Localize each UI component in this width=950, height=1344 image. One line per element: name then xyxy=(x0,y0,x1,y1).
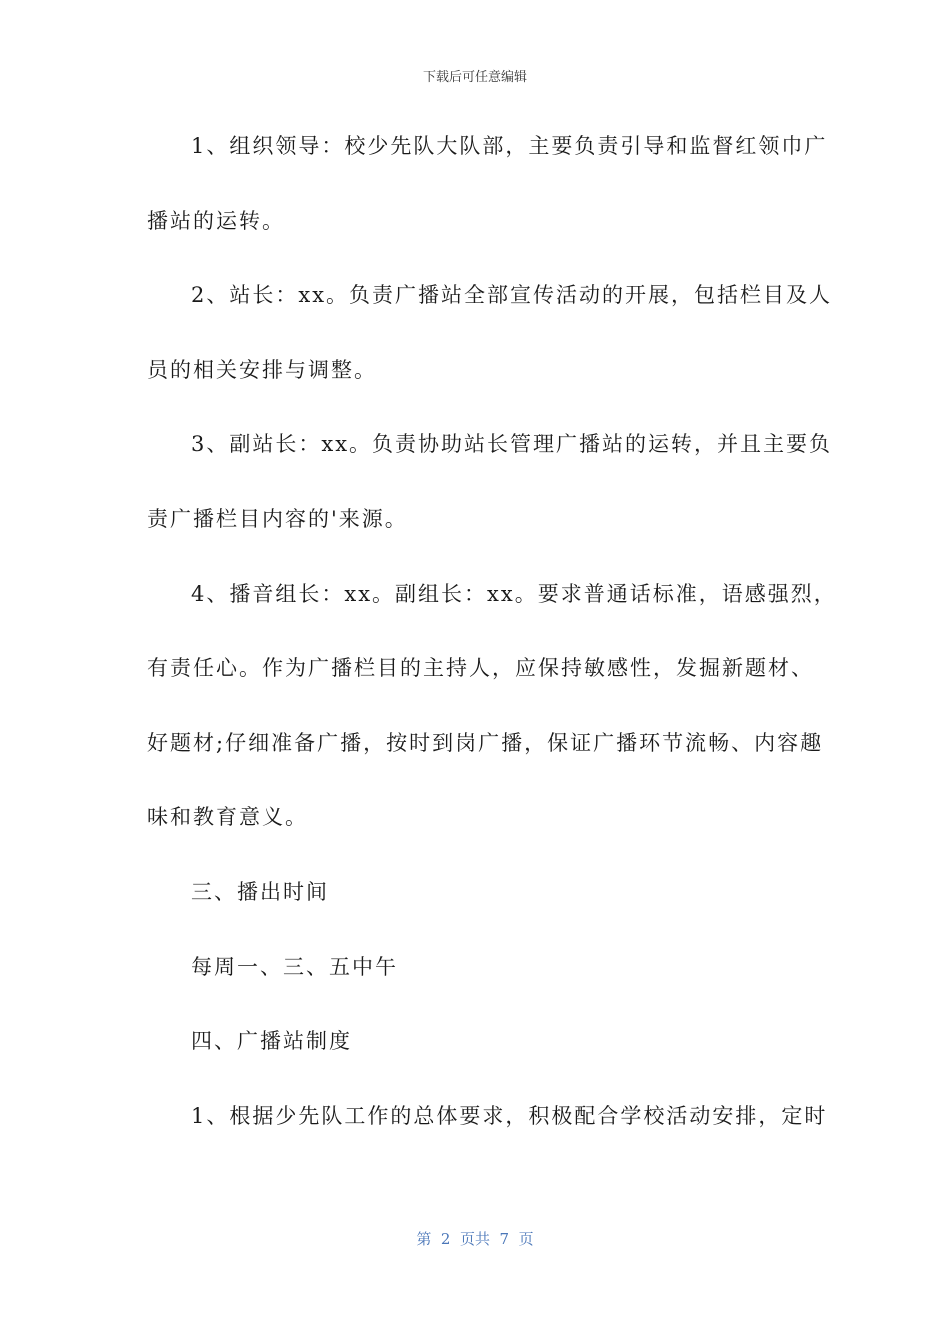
document-body xyxy=(147,120,837,1164)
paragraph-line: 2、站长：xx。负责广播站全部宣传活动的开展，包括栏目及人 xyxy=(191,283,833,308)
paragraph-line: 播站的运转。 xyxy=(147,208,285,233)
paragraph-line: 每周一、三、五中午 xyxy=(191,954,398,979)
paragraph-line: 员的相关安排与调整。 xyxy=(147,357,377,382)
paragraph-line: 3、副站长：xx。负责协助站长管理广播站的运转，并且主要负 xyxy=(191,432,833,457)
paragraph-line: 4、播音组长：xx。副组长：xx。要求普通话标准，语感强烈， xyxy=(191,581,837,606)
section-heading: 三、播出时间 xyxy=(191,879,329,904)
paragraph-line: 1、组织领导：校少先队大队部，主要负责引导和监督红领巾广 xyxy=(191,134,828,158)
page-header: 下载后可任意编辑 xyxy=(422,70,527,85)
paragraph-line: 好题材;仔细准备广播，按时到岗广播，保证广播环节流畅、内容趣 xyxy=(147,730,824,755)
section-heading: 四、广播站制度 xyxy=(191,1029,352,1054)
paragraph-line: 责广播栏目内容的'来源。 xyxy=(147,506,408,531)
paragraph-line: 有责任心。作为广播栏目的主持人，应保持敏感性，发掘新题材、 xyxy=(147,656,814,681)
paragraph-line: 味和教育意义。 xyxy=(147,805,308,830)
page-number-footer: 第 2 页共 7 页 xyxy=(416,1230,534,1248)
paragraph-line: 1、根据少先队工作的总体要求，积极配合学校活动安排，定时 xyxy=(191,1103,828,1128)
